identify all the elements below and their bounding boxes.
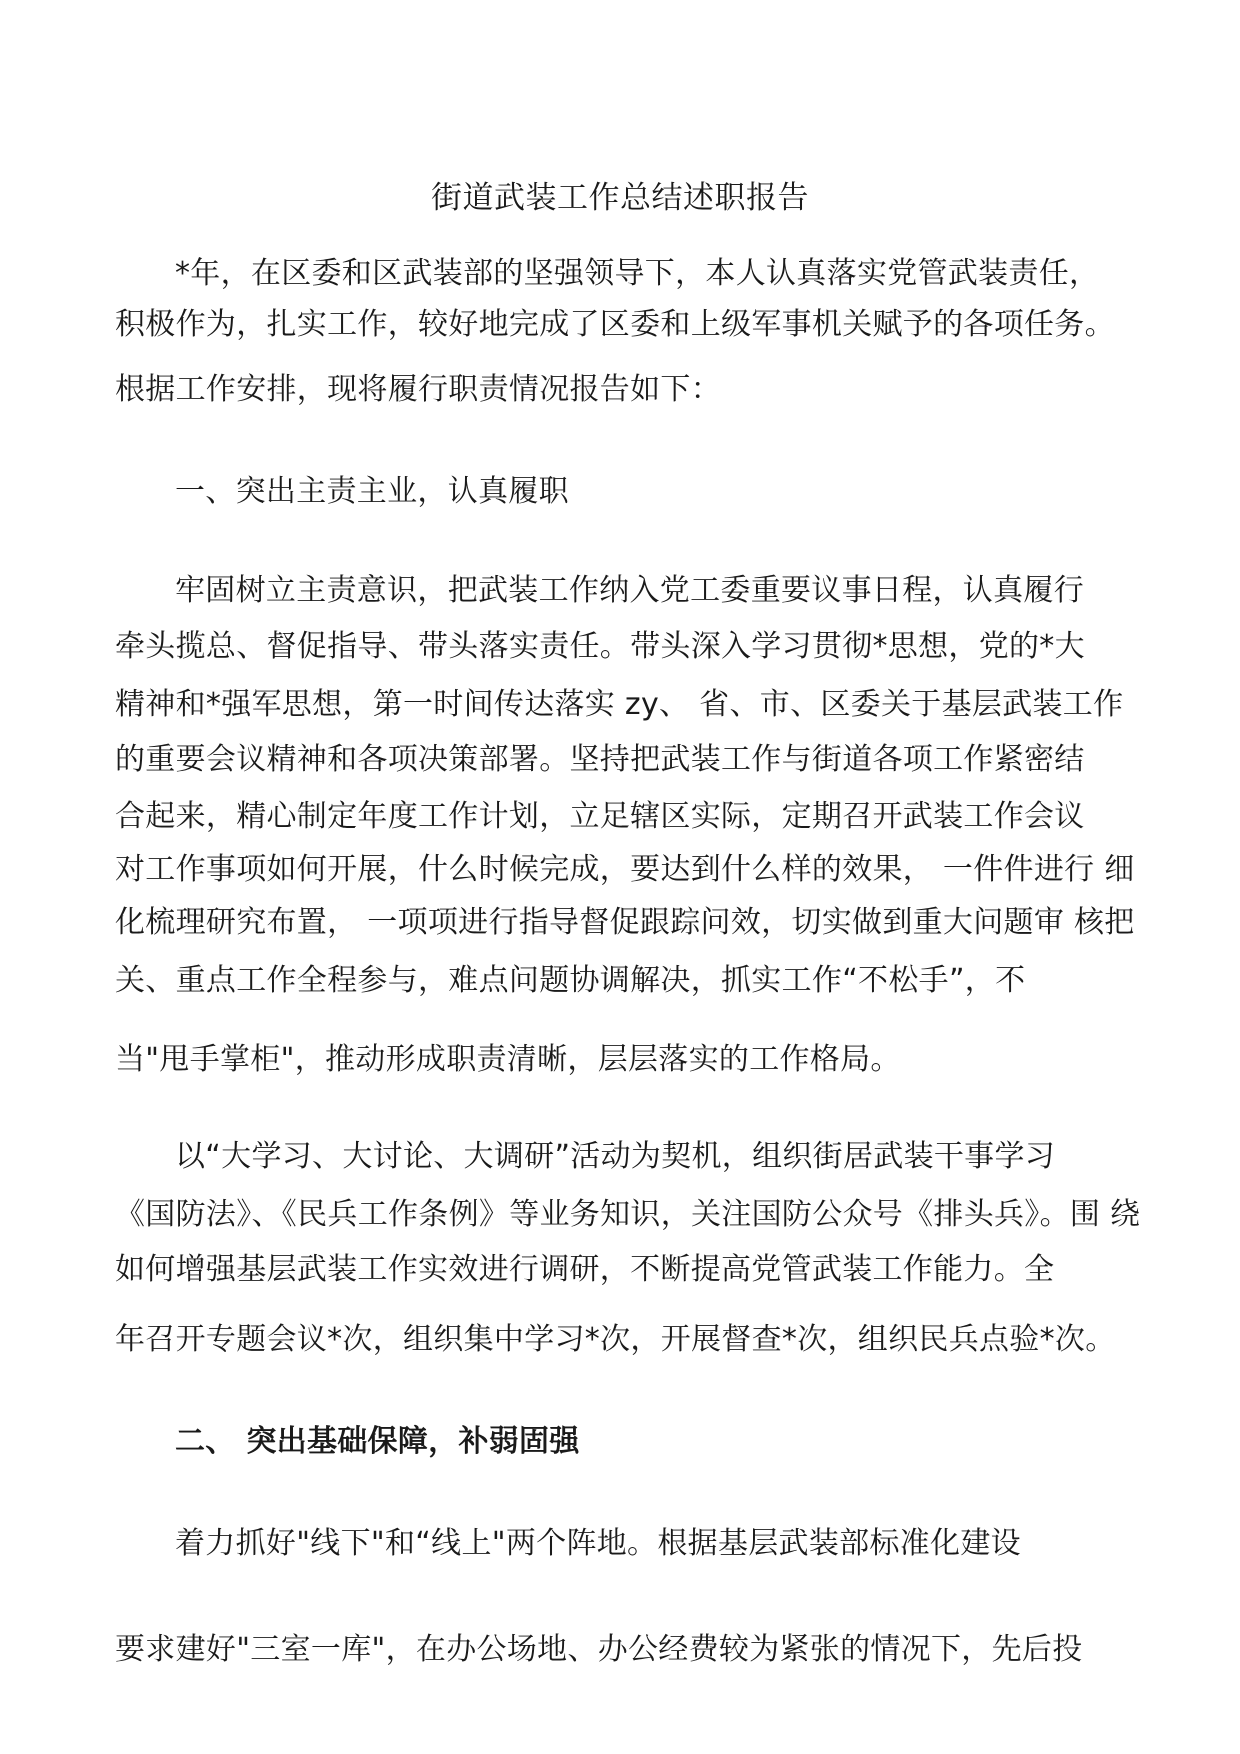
paragraph-line: 根据工作安排，现将履行职责情况报告如下： [115, 372, 721, 407]
section-heading: 二、 突出基础保障，补弱固强 [175, 1424, 580, 1459]
paragraph-line: 对工作事项如何开展，什么时候完成，要达到什么样的效果， 一件件进行 细 [115, 852, 1135, 887]
section-heading: 一、突出主责主业，认真履职 [175, 474, 569, 509]
paragraph-line: 如何增强基层武装工作实效进行调研，不断提高党管武装工作能力。全 [115, 1252, 1055, 1287]
paragraph-line: 《国防法》、《民兵工作条例》等业务知识，关注国防公众号《排头兵》。围 绕 [115, 1197, 1141, 1232]
paragraph-line: 年召开专题会议*次，组织集中学习*次，开展督查*次，组织民兵点验*次。 [115, 1322, 1116, 1357]
paragraph-line: 化梳理研究布置， 一项项进行指导督促跟踪问效，切实做到重大问题审 核把 [115, 905, 1135, 940]
paragraph-line: 精神和*强军思想，第一时间传达落实 zy、 省、市、区委关于基层武装工作 [115, 687, 1124, 722]
paragraph-line: 牵头揽总、督促指导、带头落实责任。带头深入学习贯彻*思想，党的*大 [115, 629, 1085, 664]
paragraph-line: *年，在区委和区武装部的坚强领导下，本人认真落实党管武装责任， [175, 256, 1100, 291]
paragraph-line: 关、重点工作全程参与，难点问题协调解决，抓实工作“不松手”，不 [115, 963, 1026, 998]
paragraph-line: 当"甩手掌柜"，推动形成职责清晰，层层落实的工作格局。 [115, 1042, 901, 1077]
paragraph-line: 要求建好"三室一库"，在办公场地、办公经费较为紧张的情况下，先后投 [115, 1632, 1083, 1667]
paragraph-line: 着力抓好"线下"和“线上"两个阵地。根据基层武装部标准化建设 [175, 1526, 1021, 1561]
paragraph-line: 的重要会议精神和各项决策部署。坚持把武装工作与街道各项工作紧密结 [115, 742, 1085, 777]
paragraph-line: 积极作为，扎实工作，较好地完成了区委和上级军事机关赋予的各项任务。 [115, 307, 1115, 342]
paragraph-line: 合起来，精心制定年度工作计划，立足辖区实际，定期召开武装工作会议 [115, 799, 1085, 834]
paragraph-line: 以“大学习、大讨论、大调研”活动为契机，组织街居武装干事学习 [175, 1139, 1056, 1174]
paragraph-line: 牢固树立主责意识，把武装工作纳入党工委重要议事日程，认真履行 [175, 573, 1084, 608]
document-title: 街道武装工作总结述职报告 [431, 180, 809, 216]
